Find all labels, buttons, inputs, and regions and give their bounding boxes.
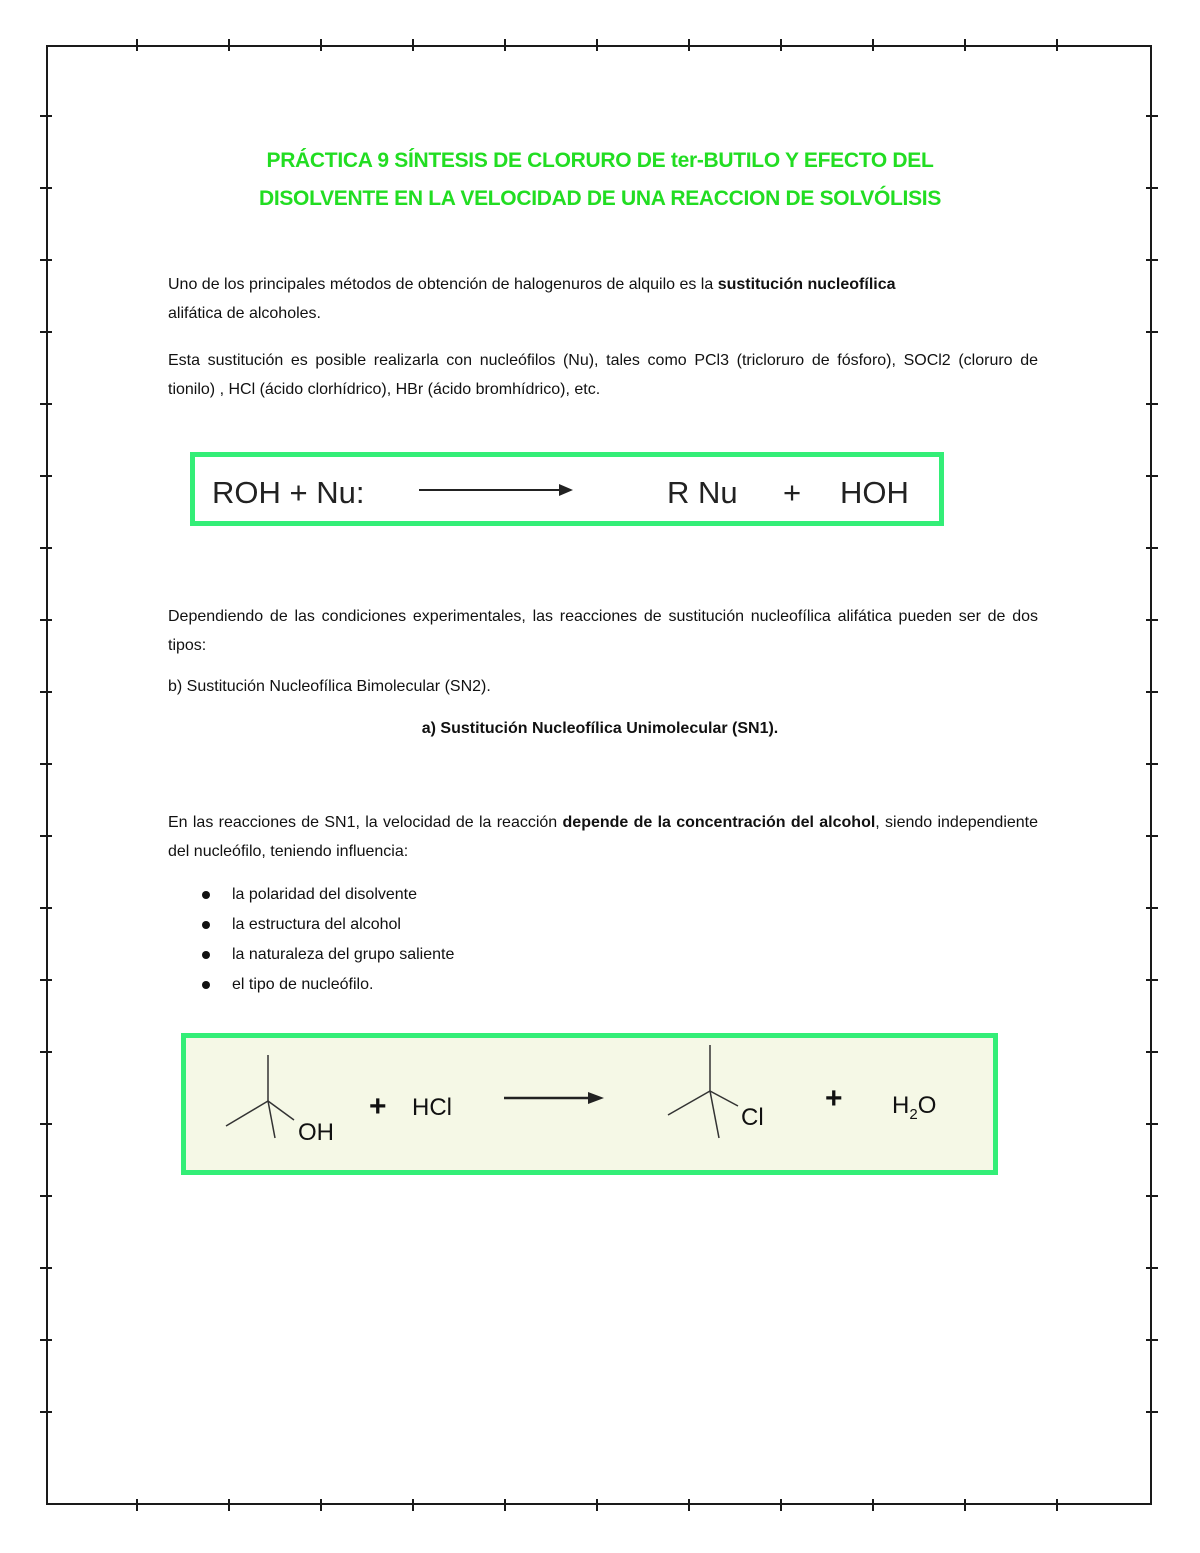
- influence-factors-list: [168, 880, 454, 1000]
- type-a-sn1: a) Sustitución Nucleofílica Unimolecular (SN1).: [421, 720, 779, 737]
- border-tick: [40, 331, 52, 333]
- border-tick: [1146, 259, 1158, 261]
- title-line-1: PRÁCTICA 9 SÍNTESIS DE CLORURO DE ter-BUTILO Y EFECTO DEL: [266, 149, 934, 172]
- border-tick: [780, 1499, 782, 1511]
- border-tick: [40, 763, 52, 765]
- border-tick: [596, 1499, 598, 1511]
- hcl-label: HCl: [412, 1094, 452, 1121]
- border-tick: [228, 1499, 230, 1511]
- border-tick: [1146, 475, 1158, 477]
- border-tick: [1146, 547, 1158, 549]
- border-tick: [40, 619, 52, 621]
- border-tick: [40, 1051, 52, 1053]
- border-tick: [1146, 1411, 1158, 1413]
- border-tick: [40, 1267, 52, 1269]
- border-tick: [1146, 115, 1158, 117]
- bold-sustitucion-nucleofilica: sustitución nucleofílica: [717, 276, 896, 293]
- bold-depende-concentracion: depende de la concentración del alcohol: [562, 814, 876, 831]
- border-tick: [1146, 187, 1158, 189]
- border-tick: [964, 39, 966, 51]
- border-tick: [40, 1411, 52, 1413]
- border-tick: [504, 1499, 506, 1511]
- border-tick: [136, 1499, 138, 1511]
- border-tick: [40, 979, 52, 981]
- equation-product: R Nu: [667, 475, 738, 510]
- border-tick: [872, 1499, 874, 1511]
- border-tick: [412, 1499, 414, 1511]
- border-tick: [1146, 835, 1158, 837]
- document-title: [140, 142, 1060, 218]
- border-tick: [780, 39, 782, 51]
- border-tick: [1146, 331, 1158, 333]
- tbutyl-reaction-box: [181, 1033, 998, 1175]
- oh-label: OH: [298, 1119, 334, 1146]
- border-tick: [1056, 39, 1058, 51]
- border-tick: [1146, 691, 1158, 693]
- tert-butanol-structure: [226, 1055, 294, 1138]
- border-tick: [40, 259, 52, 261]
- plus-sign-2: +: [825, 1082, 843, 1115]
- reaction-arrow-icon: [419, 489, 569, 491]
- list-item: la naturaleza del grupo saliente: [168, 940, 454, 970]
- border-tick: [40, 115, 52, 117]
- border-tick: [40, 403, 52, 405]
- tert-butyl-chloride-structure: [668, 1045, 738, 1138]
- intro-paragraph-1: Uno de los principales métodos de obtención de halogenuros de alquilo es la sustitución nucleofílica alifática de alcoholes.: [168, 276, 896, 322]
- intro-paragraph-2: Esta sustitución es posible realizarla con nucleófilos (Nu), tales como PCl3 (tricloruro de fósforo), SOCl2 (cloruro de tionilo) , HCl (ácido clorhídrico), HBr (ácido bromhídrico), etc.: [168, 352, 1038, 398]
- border-tick: [320, 1499, 322, 1511]
- border-tick: [1146, 907, 1158, 909]
- general-equation-box: [190, 452, 944, 526]
- border-tick: [688, 39, 690, 51]
- border-tick: [40, 1195, 52, 1197]
- title-line-2: DISOLVENTE EN LA VELOCIDAD DE UNA REACCION DE SOLVÓLISIS: [258, 187, 942, 210]
- border-tick: [504, 39, 506, 51]
- water-formula: $H_2O$: [892, 1092, 937, 1123]
- border-tick: [1146, 1195, 1158, 1197]
- border-tick: [40, 187, 52, 189]
- border-tick: [1146, 1339, 1158, 1341]
- border-tick: [228, 39, 230, 51]
- border-tick: [1146, 619, 1158, 621]
- border-tick: [412, 39, 414, 51]
- border-tick: [1146, 1123, 1158, 1125]
- equation-plus: +: [783, 475, 802, 510]
- border-tick: [40, 475, 52, 477]
- equation-reactants: ROH + Nu:: [212, 475, 365, 510]
- list-item: el tipo de nucleófilo.: [168, 970, 454, 1000]
- sn1-paragraph: En las reacciones de SN1, la velocidad de la reacción depende de la concentración del alcohol, siendo independiente del nucleófilo, teniendo influencia:: [168, 814, 1039, 860]
- border-tick: [1146, 1051, 1158, 1053]
- border-tick: [688, 1499, 690, 1511]
- equation-byproduct: HOH: [840, 475, 909, 510]
- border-tick: [136, 39, 138, 51]
- border-tick: [1056, 1499, 1058, 1511]
- border-tick: [40, 547, 52, 549]
- border-tick: [1146, 403, 1158, 405]
- cl-label: Cl: [741, 1104, 764, 1131]
- plus-sign-1: +: [369, 1090, 387, 1123]
- border-tick: [1146, 979, 1158, 981]
- border-tick: [40, 907, 52, 909]
- border-tick: [964, 1499, 966, 1511]
- page-border: [46, 45, 1152, 1505]
- border-tick: [872, 39, 874, 51]
- border-tick: [40, 835, 52, 837]
- border-tick: [40, 1123, 52, 1125]
- border-tick: [40, 1339, 52, 1341]
- list-item: la polaridad del disolvente: [168, 880, 454, 910]
- border-tick: [1146, 1267, 1158, 1269]
- border-tick: [1146, 763, 1158, 765]
- border-tick: [596, 39, 598, 51]
- type-b-sn2: b) Sustitución Nucleofílica Bimolecular (SN2).: [168, 678, 491, 695]
- conditions-paragraph: Dependiendo de las condiciones experimentales, las reacciones de sustitución nucleofílica alifática pueden ser de dos tipos:: [168, 608, 1038, 654]
- border-tick: [40, 691, 52, 693]
- reaction-arrow-icon: [504, 1092, 604, 1104]
- list-item: la estructura del alcohol: [168, 910, 454, 940]
- tbutyl-reaction-diagram: [186, 1038, 993, 1170]
- border-tick: [320, 39, 322, 51]
